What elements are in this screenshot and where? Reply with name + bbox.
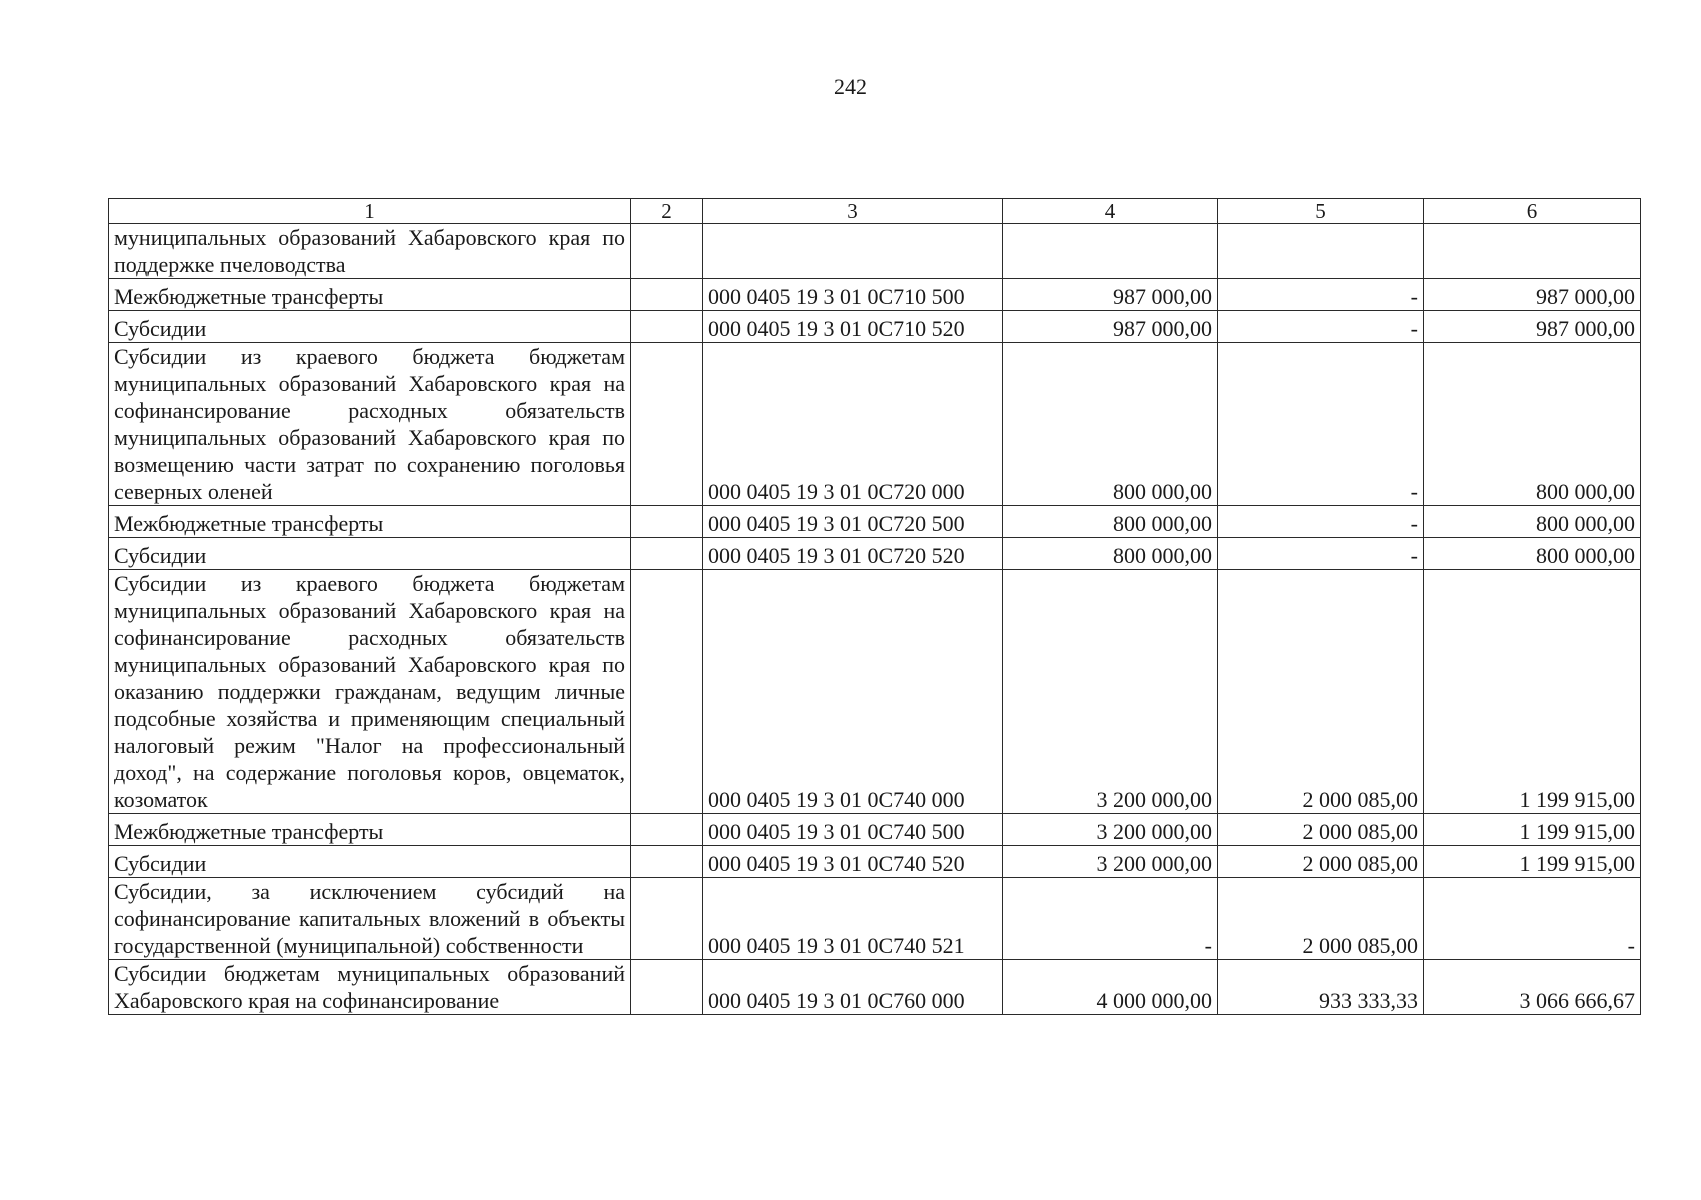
- row-value-4: 4 000 000,00: [1003, 960, 1218, 1015]
- row-name: Субсидии: [109, 538, 631, 570]
- header-col-4: 4: [1003, 199, 1218, 224]
- row-value-4: [1003, 224, 1218, 279]
- row-col2: [631, 279, 703, 311]
- row-value-6: 800 000,00: [1424, 343, 1641, 506]
- table-row: [109, 538, 1641, 570]
- row-value-4: 987 000,00: [1003, 311, 1218, 343]
- row-name: Межбюджетные трансферты: [109, 814, 631, 846]
- row-col2: [631, 814, 703, 846]
- table-row: [109, 878, 1641, 960]
- row-col2: [631, 311, 703, 343]
- row-name: Межбюджетные трансферты: [109, 279, 631, 311]
- table-row: [109, 343, 1641, 506]
- row-value-6: 987 000,00: [1424, 279, 1641, 311]
- row-code: 000 0405 19 3 01 0С740 500: [703, 814, 1003, 846]
- budget-table: [108, 198, 1641, 1015]
- row-value-5: 2 000 085,00: [1218, 570, 1424, 814]
- row-name: Субсидии бюджетам муниципальных образований Хабаровского края на софинансирование: [109, 960, 631, 1015]
- row-value-4: 3 200 000,00: [1003, 846, 1218, 878]
- header-col-2: 2: [631, 199, 703, 224]
- row-value-6: 800 000,00: [1424, 538, 1641, 570]
- row-value-5: -: [1218, 538, 1424, 570]
- row-value-5: -: [1218, 279, 1424, 311]
- row-value-6: 800 000,00: [1424, 506, 1641, 538]
- row-col2: [631, 960, 703, 1015]
- row-code: 000 0405 19 3 01 0С760 000: [703, 960, 1003, 1015]
- row-code: 000 0405 19 3 01 0С710 500: [703, 279, 1003, 311]
- row-value-4: 800 000,00: [1003, 538, 1218, 570]
- row-code: 000 0405 19 3 01 0С720 500: [703, 506, 1003, 538]
- page-number: 242: [834, 74, 867, 99]
- header-col-3: 3: [703, 199, 1003, 224]
- table-row: [109, 814, 1641, 846]
- row-col2: [631, 224, 703, 279]
- table-row: [109, 506, 1641, 538]
- row-name: муниципальных образований Хабаровского края по поддержке пчеловодства: [109, 224, 631, 279]
- row-value-6: 987 000,00: [1424, 311, 1641, 343]
- row-value-5: -: [1218, 506, 1424, 538]
- row-name: Субсидии из краевого бюджета бюджетам муниципальных образований Хабаровского края на софинансирование расходных обязательств муниципальных образований Хабаровского края по оказанию поддержки гражданам, ведущим личные подсобные хозяйства и применяющим специальный налоговый режим "Налог на профессиональный доход", на содержание поголовья коров, овцематок, козоматок: [109, 570, 631, 814]
- row-value-4: 3 200 000,00: [1003, 814, 1218, 846]
- row-col2: [631, 343, 703, 506]
- row-value-5: 2 000 085,00: [1218, 846, 1424, 878]
- table-row: [109, 279, 1641, 311]
- row-value-5: 933 333,33: [1218, 960, 1424, 1015]
- table-row: [109, 224, 1641, 279]
- table-row: [109, 570, 1641, 814]
- row-code: 000 0405 19 3 01 0С740 000: [703, 570, 1003, 814]
- row-col2: [631, 878, 703, 960]
- table-row: [109, 311, 1641, 343]
- row-value-5: [1218, 224, 1424, 279]
- row-value-5: -: [1218, 311, 1424, 343]
- header-col-6: 6: [1424, 199, 1641, 224]
- row-code: 000 0405 19 3 01 0С710 520: [703, 311, 1003, 343]
- row-code: [703, 224, 1003, 279]
- row-value-6: -: [1424, 878, 1641, 960]
- table-row: [109, 960, 1641, 1015]
- header-col-5: 5: [1218, 199, 1424, 224]
- row-name: Субсидии, за исключением субсидий на софинансирование капитальных вложений в объекты государственной (муниципальной) собственности: [109, 878, 631, 960]
- row-value-4: 800 000,00: [1003, 506, 1218, 538]
- row-name: Межбюджетные трансферты: [109, 506, 631, 538]
- row-value-4: -: [1003, 878, 1218, 960]
- row-value-5: -: [1218, 343, 1424, 506]
- row-value-6: 1 199 915,00: [1424, 846, 1641, 878]
- row-value-4: 987 000,00: [1003, 279, 1218, 311]
- row-col2: [631, 846, 703, 878]
- row-col2: [631, 538, 703, 570]
- row-code: 000 0405 19 3 01 0С740 521: [703, 878, 1003, 960]
- table-row: [109, 846, 1641, 878]
- row-value-4: 3 200 000,00: [1003, 570, 1218, 814]
- row-value-6: 1 199 915,00: [1424, 814, 1641, 846]
- row-code: 000 0405 19 3 01 0С720 000: [703, 343, 1003, 506]
- row-value-5: 2 000 085,00: [1218, 814, 1424, 846]
- row-name: Субсидии: [109, 846, 631, 878]
- row-code: 000 0405 19 3 01 0С740 520: [703, 846, 1003, 878]
- table-header-row: [109, 199, 1641, 224]
- row-col2: [631, 506, 703, 538]
- row-name: Субсидии из краевого бюджета бюджетам муниципальных образований Хабаровского края на софинансирование расходных обязательств муниципальных образований Хабаровского края по возмещению части затрат по сохранению поголовья северных оленей: [109, 343, 631, 506]
- row-code: 000 0405 19 3 01 0С720 520: [703, 538, 1003, 570]
- row-value-4: 800 000,00: [1003, 343, 1218, 506]
- row-name: Субсидии: [109, 311, 631, 343]
- header-col-1: 1: [109, 199, 631, 224]
- row-value-5: 2 000 085,00: [1218, 878, 1424, 960]
- row-col2: [631, 570, 703, 814]
- row-value-6: 1 199 915,00: [1424, 570, 1641, 814]
- row-value-6: [1424, 224, 1641, 279]
- row-value-6: 3 066 666,67: [1424, 960, 1641, 1015]
